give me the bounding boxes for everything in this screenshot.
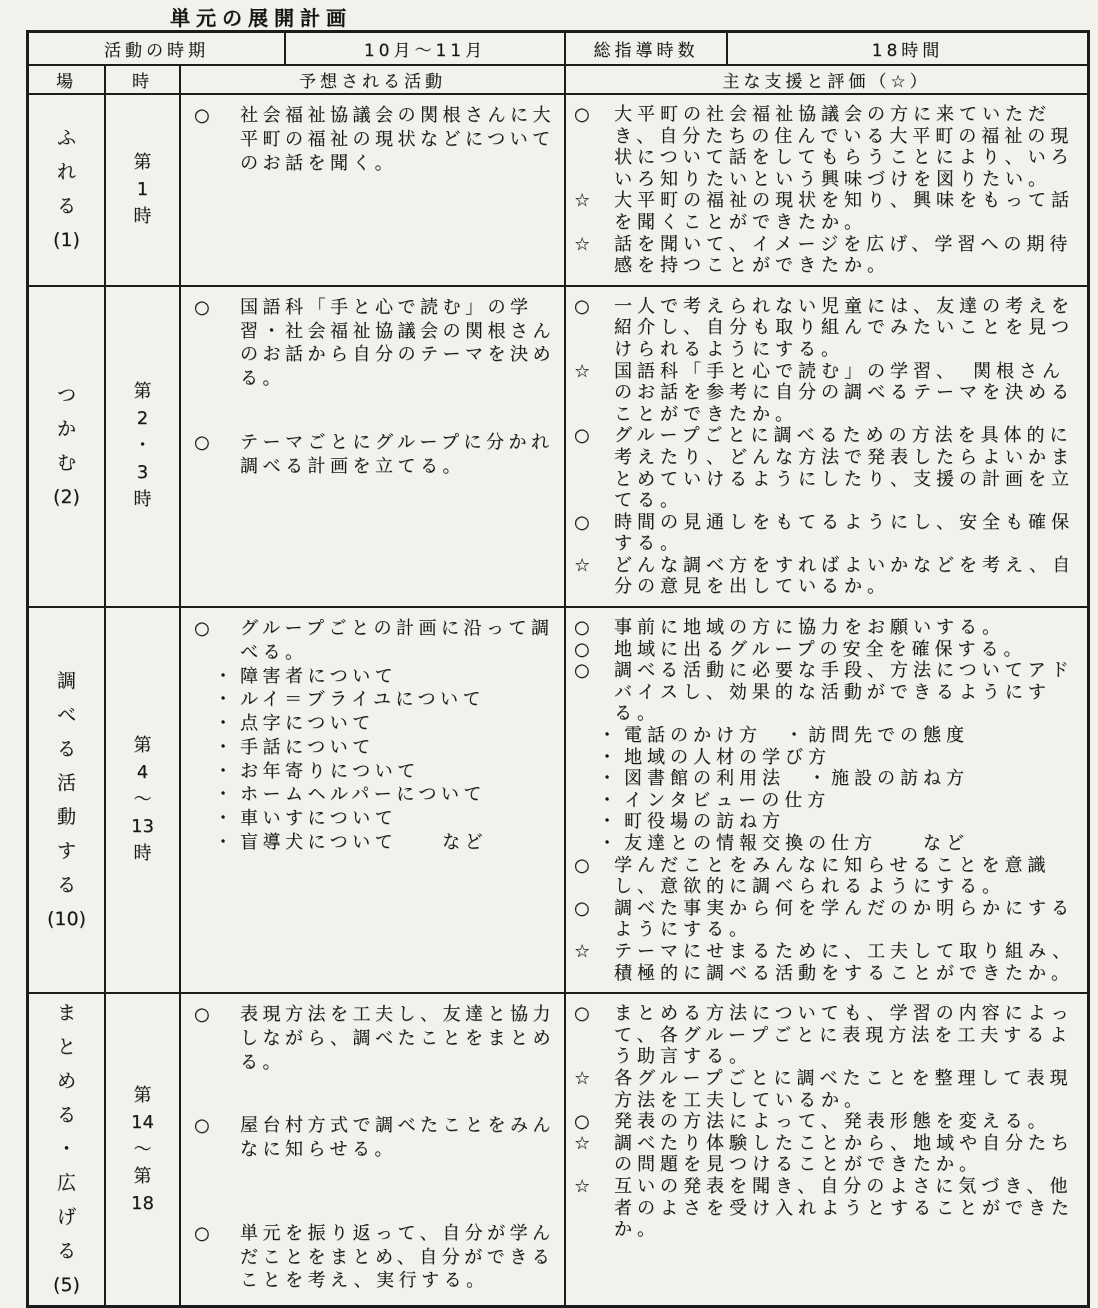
dot-marker: ・: [598, 746, 616, 768]
support-item-text: 時間の見通しをもてるようにし、安全も確保する。: [614, 511, 1074, 555]
support-item-text: 地域に出るグループの安全を確保する。: [614, 638, 1027, 660]
stage-char: (5): [53, 1274, 80, 1297]
time-char: 第: [133, 151, 152, 173]
support-item-text: 電話のかけ方 ・訪問先での態度: [624, 725, 969, 747]
time-char: 1: [136, 178, 149, 200]
dot-marker: ・: [214, 736, 232, 758]
page-title: 単元の展開計画: [170, 6, 352, 30]
dot-marker: ・: [598, 725, 616, 747]
support-item: [598, 790, 1083, 812]
support-item-text: 事前に地域の方に協力をお願いする。: [614, 617, 1005, 639]
stage-char: れ: [56, 161, 76, 184]
star-marker: ☆: [574, 1175, 591, 1197]
stage-char: か: [56, 417, 76, 440]
circle-marker: ○: [194, 296, 210, 318]
star-marker: ☆: [574, 940, 591, 962]
circle-marker: ○: [574, 854, 590, 876]
time-cell: [106, 994, 181, 1305]
support-item-text: 各グループごとに調べたことを整理して表現方法を工夫しているか。: [614, 1067, 1073, 1111]
support-item-text: 国語科「手と心で読む」の学習、 関根さんのお話を参考に自分の調べるテーマを決めることができたか。: [614, 360, 1074, 425]
support-item-text: まとめる方法についても、学習の内容によって、各グループごとに表現方法を工夫するよう助言する。: [614, 1003, 1074, 1068]
star-marker: ☆: [574, 1132, 591, 1154]
activity-item: [214, 736, 559, 760]
time-char: 時: [133, 205, 152, 227]
time-char: 3: [136, 462, 149, 484]
activity-item-text: 障害者について: [240, 665, 398, 687]
support-item: [574, 234, 1083, 277]
support-item: [574, 296, 1083, 361]
support-item-text: 学んだことをみんなに知らせることを意識し、意欲的に調べられるようにする。: [614, 854, 1051, 898]
circle-marker: ○: [574, 897, 590, 919]
dot-marker: ・: [214, 665, 232, 687]
column-header-stage: 場: [29, 66, 106, 93]
support-item: [598, 811, 1083, 833]
circle-marker: ○: [574, 511, 590, 533]
support-item: [574, 855, 1083, 898]
activity-item: [214, 783, 559, 807]
time-char: ～: [133, 1138, 152, 1160]
support-item: [574, 1176, 1083, 1241]
hours-value-cell: 18時間: [871, 41, 944, 61]
support-item: [574, 617, 1083, 639]
support-item: [574, 190, 1083, 233]
time-char: 第: [133, 381, 152, 403]
support-item: [574, 1111, 1083, 1133]
activity-item-text: 単元を振り返って、自分が学んだことをまとめ、自分ができることを考え、実行する。: [240, 1222, 555, 1292]
support-cell: [566, 994, 1087, 1305]
circle-marker: ○: [574, 1003, 590, 1025]
time-char: 第: [133, 1165, 152, 1187]
support-item: [574, 104, 1083, 190]
stage-char: 広: [56, 1172, 76, 1195]
stage-char: 活: [56, 771, 76, 794]
plan-row-2: [29, 287, 1087, 608]
circle-marker: ○: [574, 638, 590, 660]
time-char: 13: [131, 816, 154, 838]
support-item: [574, 1003, 1083, 1068]
time-char: 時: [133, 843, 152, 865]
activity-item: [214, 807, 559, 831]
support-item: [574, 361, 1083, 426]
stage-cell: [29, 287, 106, 606]
stage-char: げ: [56, 1206, 76, 1229]
time-char: 第: [133, 735, 152, 757]
stage-char: す: [56, 839, 76, 862]
support-cell: [566, 608, 1087, 992]
activity-item: [214, 665, 559, 689]
activity-item: [214, 712, 559, 736]
star-marker: ☆: [574, 190, 591, 212]
circle-marker: ○: [574, 617, 590, 639]
support-item-text: 調べる活動に必要な手段、方法についてアドバイスし、効果的な活動ができるようにする。: [614, 660, 1074, 725]
period-value-cell: 10月～11月: [286, 33, 566, 64]
activity-item: [194, 1003, 559, 1074]
stage-char: る: [56, 873, 76, 896]
stage-char: ふ: [56, 127, 76, 150]
star-marker: ☆: [574, 233, 591, 255]
support-item: [574, 898, 1083, 941]
star-marker: ☆: [574, 1067, 591, 1089]
stage-char: 動: [56, 805, 76, 828]
circle-marker: ○: [574, 104, 590, 125]
activities-cell: [181, 608, 566, 992]
activity-item-text: 社会福祉協議会の関根さんに大平町の福祉の現状などについてのお話を聞く。: [240, 105, 555, 174]
support-item: [598, 833, 1083, 855]
time-cell: [106, 608, 181, 992]
activity-item-text: 手話について: [240, 736, 375, 758]
dot-marker: ・: [598, 833, 616, 854]
stage-char: (2): [53, 485, 80, 508]
activity-item: [214, 831, 559, 855]
time-char: 18: [131, 1192, 154, 1214]
activity-item: [194, 431, 559, 479]
support-item: [598, 768, 1083, 790]
activity-item: [194, 617, 559, 665]
stage-char: べ: [56, 703, 76, 726]
time-char: 2: [136, 408, 149, 430]
circle-marker: ○: [194, 431, 210, 453]
support-item: [574, 1133, 1083, 1176]
activity-item: [194, 1222, 559, 1293]
support-item-text: グループごとに調べるための方法を具体的に考えたり、どんな方法で発表したらよいかまとめていけるようにしたり、支援の計画を立てる。: [614, 425, 1074, 512]
activity-item-text: テーマごとにグループに分かれ調べる計画を立てる。: [240, 431, 554, 477]
activity-item-text: ホームヘルパーについて: [240, 784, 486, 806]
activity-item: [214, 688, 559, 712]
circle-marker: ○: [194, 618, 210, 640]
star-marker: ☆: [574, 554, 591, 576]
dot-marker: ・: [214, 831, 232, 853]
activity-item: [194, 104, 559, 175]
dot-marker: ・: [214, 713, 232, 735]
stage-char: ・: [56, 1138, 76, 1161]
stage-cell: [29, 994, 106, 1305]
circle-marker: ○: [574, 1111, 590, 1133]
support-item: [598, 747, 1083, 769]
support-item: [574, 639, 1083, 661]
time-cell: [106, 95, 181, 285]
stage-char: (1): [53, 229, 80, 252]
dot-marker: ・: [598, 768, 616, 790]
column-header-support: 主な支援と評価（☆）: [722, 72, 931, 92]
circle-marker: ○: [574, 295, 590, 317]
star-marker: ☆: [574, 360, 591, 382]
unit-plan-table: [26, 30, 1090, 1308]
activity-item-text: 屋台村方式で調べたことをみんなに知らせる。: [240, 1115, 555, 1161]
plan-row-1: [29, 95, 1087, 287]
dot-marker: ・: [214, 808, 232, 830]
table-body: [29, 95, 1087, 1305]
plan-row-4: [29, 994, 1087, 1305]
plan-row-3: [29, 608, 1087, 994]
stage-char: ま: [56, 1002, 76, 1025]
support-item-text: インタビューの仕方: [624, 789, 831, 811]
support-item: [574, 555, 1083, 598]
stage-char: つ: [56, 383, 76, 406]
support-item-text: 話を聞いて、イメージを広げ、学習への期待感を持つことができたか。: [614, 233, 1073, 277]
dot-marker: ・: [214, 689, 232, 711]
stage-char: と: [56, 1036, 76, 1059]
hours-label-cell: 総指導時数: [566, 33, 728, 64]
support-item-text: 図書館の利用法 ・施設の訪ね方: [624, 768, 969, 790]
support-item-text: 大平町の社会福祉協議会の方に来ていただき、自分たちの住んでいる大平町の福祉の現状について話をしてもらうことにより、いろいろ知りたいという興味づけを図りたい。: [614, 104, 1074, 190]
support-cell: [566, 287, 1087, 606]
circle-marker: ○: [194, 105, 210, 126]
table-column-header-row: [29, 66, 1087, 95]
stage-char: る: [56, 195, 76, 218]
support-item-text: 一人で考えられない児童には、友達の考えを紹介し、自分も取り組んでみたいことを見つけられるようにする。: [614, 295, 1074, 360]
activity-item-text: 表現方法を工夫し、友達と協力しながら、調べたことをまとめる。: [240, 1004, 555, 1073]
activity-item-text: 点字について: [240, 713, 375, 735]
stage-char: 調: [56, 669, 76, 692]
activity-item: [194, 1114, 559, 1162]
support-item: [574, 425, 1083, 511]
activities-cell: [181, 287, 566, 606]
support-item-text: 町役場の訪ね方: [624, 811, 785, 833]
activity-item-text: ルイ＝ブライユについて: [240, 689, 485, 711]
support-item-text: テーマにせまるために、工夫して取り組み、積極的に調べる活動をすることができたか。: [614, 940, 1076, 984]
stage-char: め: [56, 1070, 76, 1093]
time-char: 14: [131, 1111, 154, 1133]
support-item-text: 発表の方法によって、発表形態を変える。: [614, 1111, 1051, 1133]
stage-char: (10): [46, 907, 86, 930]
support-item-text: 大平町の福祉の現状を知り、興味をもって話を聞くことができたか。: [614, 190, 1074, 233]
column-header-time: 時: [106, 66, 181, 93]
time-char: ・: [133, 435, 152, 457]
dot-marker: ・: [214, 760, 232, 782]
support-item: [598, 725, 1083, 747]
activity-item: [214, 760, 559, 784]
activities-cell: [181, 994, 566, 1305]
stage-cell: [29, 95, 106, 285]
time-char: 4: [136, 762, 149, 784]
circle-marker: ○: [194, 1004, 210, 1026]
activity-item-text: 盲導犬について など: [240, 831, 488, 853]
support-item-text: 調べたり体験したことから、地域や自分たちの問題を見つけることができたか。: [614, 1132, 1074, 1176]
support-item-text: 地域の人材の学び方: [624, 746, 831, 768]
stage-char: む: [56, 451, 76, 474]
circle-marker: ○: [574, 425, 590, 447]
time-char: 第: [133, 1084, 152, 1106]
column-header-activities: 予想される活動: [181, 66, 566, 93]
stage-cell: [29, 608, 106, 992]
stage-char: る: [56, 737, 76, 760]
support-item: [574, 660, 1083, 725]
support-item: [574, 512, 1083, 555]
support-item-text: 調べた事実から何を学んだのか明らかにするようにする。: [614, 897, 1074, 941]
time-char: 時: [133, 489, 152, 511]
time-char: ～: [133, 789, 152, 811]
activity-item: [194, 296, 559, 391]
time-cell: [106, 287, 181, 606]
activity-item-text: お年寄りについて: [240, 760, 420, 782]
period-label-cell: 活動の時期: [29, 33, 286, 64]
activity-item-text: 国語科「手と心で読む」の学習・社会福祉協議会の関根さんのお話から自分のテーマを決める。: [240, 296, 555, 389]
dot-marker: ・: [598, 789, 616, 811]
circle-marker: ○: [574, 660, 590, 682]
stage-char: る: [56, 1240, 76, 1263]
circle-marker: ○: [194, 1115, 210, 1137]
activity-item-text: 車いすについて: [240, 808, 398, 830]
dot-marker: ・: [214, 784, 232, 806]
support-item-text: どんな調べ方をすればよいかなどを考え、自分の意見を出しているか。: [614, 554, 1076, 598]
dot-marker: ・: [598, 811, 616, 833]
support-item-text: 互いの発表を聞き、自分のよさに気づき、他者のよさを受け入れようとすることができたか。: [614, 1175, 1074, 1241]
circle-marker: ○: [194, 1222, 210, 1244]
activity-item-text: グループごとの計画に沿って調べる。: [240, 618, 554, 663]
activities-cell: [181, 95, 566, 285]
support-item-text: 友達との情報交換の仕方 など: [624, 833, 969, 854]
support-item: [574, 1068, 1083, 1111]
support-item: [574, 941, 1083, 984]
support-cell: [566, 95, 1087, 285]
table-meta-row: [29, 33, 1087, 66]
stage-char: る: [56, 1104, 76, 1127]
